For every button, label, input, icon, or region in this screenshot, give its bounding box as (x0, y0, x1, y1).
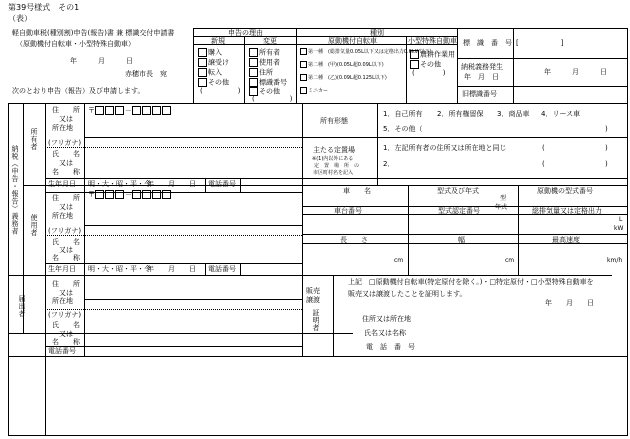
nagasa-label: 長 さ (340, 236, 368, 244)
header-date: 年 月 日 (70, 57, 133, 65)
sokudo-label: 最高速度 (552, 236, 580, 244)
gimu-date[interactable]: 年 月 日 (544, 68, 607, 76)
nintei-label: 型式認定番号 (438, 207, 480, 215)
teichijo-note-3: 市区町村名を記入 (313, 170, 354, 176)
form-title: 軽自動車税(種別割)申告(報告)書 兼 標識交付申請書 (12, 29, 175, 37)
owner-seinen-label: 生年月日 (48, 180, 76, 188)
notifier-furigana-label: (フリガナ) (48, 311, 82, 319)
hyoshiki-field[interactable]: [ ] (516, 39, 564, 47)
form-number: 第39号様式 その1 (8, 3, 80, 12)
henko-item-3[interactable]: 住所 (249, 68, 273, 77)
unit-kw: kW (614, 225, 624, 232)
kogata-paren: ( ) (412, 69, 446, 77)
seller-label-1: 販売 (306, 287, 320, 295)
user-furigana-label: (フリガナ) (48, 227, 82, 235)
statement: 次のとおり申告（報告）及び申請します。 (12, 87, 145, 95)
teichijo-note-2: 定 置 場 所 の (314, 163, 360, 169)
seller-addr-label: 住所又は所在地 (362, 315, 411, 323)
owner-mataha: 又は (59, 115, 73, 123)
nagasa-unit: cm (394, 257, 404, 264)
henko-paren: ( ) (252, 95, 293, 103)
form-subtitle: （原動機付自転車・小型特殊自動車） (16, 40, 135, 48)
henko-item-1[interactable]: 所有者 (249, 48, 280, 57)
owner-ymd[interactable]: 年 月 日 (147, 180, 196, 188)
henko-item-4[interactable]: 標識番号 (249, 78, 287, 87)
shoyu-opt-5[interactable]: 5．その他（ (383, 125, 423, 133)
owner-tel-label: 電話番号 (208, 180, 236, 188)
hyoshiki-label: 標 識 番 号 (463, 39, 512, 47)
seller-label-2: 譲渡 (306, 296, 320, 304)
kata-label: 型 (500, 195, 507, 202)
seller-text-2: 販売又は譲渡したことを証明します。 (348, 290, 467, 298)
gendoki-katashiki-label: 原動機の型式番号 (537, 187, 593, 195)
owner-meisho-label: 名 称 (52, 168, 80, 176)
shubetsu-title: 種別 (370, 29, 384, 37)
gimu-label-2: 年 月 日 (464, 73, 499, 81)
shoyu-opt-3[interactable]: 3．商品車 (497, 110, 530, 118)
gendoki-label: 原動機付自転車 (328, 37, 377, 45)
owner-furigana-label: (フリガナ) (48, 139, 82, 147)
nozeisha-label: 納税（申告・報告）義務者 (11, 145, 19, 235)
shamei-label: 車 名 (343, 187, 371, 195)
user-tel-label: 電話番号 (208, 265, 236, 273)
notifier-mataha: 又は (59, 289, 73, 297)
shinki-item-3[interactable]: 転入 (198, 68, 222, 77)
henko-item-5[interactable]: その他 (249, 87, 280, 96)
shinki-item-2[interactable]: 譲受け (198, 58, 229, 67)
shadai-label: 車台番号 (334, 207, 362, 215)
teichijo-note-1: ※(1)内以外にある (312, 156, 354, 162)
kogata-item-2[interactable]: その他 (410, 60, 441, 69)
haba-unit: cm (505, 257, 515, 264)
seller-tel-label: 電 話 番 号 (366, 343, 415, 351)
user-shozaichi: 所在地 (52, 212, 73, 220)
shinki-item-1[interactable]: 購入 (198, 48, 222, 57)
reason-henko: 変更 (263, 37, 277, 45)
teichijo-paren-open-1: ( (542, 144, 545, 152)
user-seinen-label: 生年月日 (48, 265, 76, 273)
shoyu-opt-4[interactable]: 4．リース車 (541, 110, 581, 118)
teichijo-paren-close-2: ) (605, 160, 608, 168)
notifier-shozaichi: 所在地 (52, 297, 73, 305)
nenshiki-label: 年式 (495, 204, 508, 211)
addressee: 赤穂市長 宛 (125, 70, 167, 78)
kyu-hyoshiki-label: 旧標識番号 (462, 90, 497, 98)
seller-date[interactable]: 年 月 日 (545, 299, 594, 307)
teichijo-opt-2[interactable]: 2． (383, 160, 395, 168)
shoyu-opt-1[interactable]: 1．自己所有 (383, 110, 423, 118)
unit-l: L (619, 216, 623, 223)
owner-jusho-label: 住 所 (52, 106, 80, 114)
katashiki-label: 型式及び年式 (437, 187, 479, 195)
shiyosha-label: 使用者 (30, 214, 38, 237)
todokedesha-label: 届出者 (18, 295, 26, 318)
user-ymd[interactable]: 年 月 日 (147, 265, 196, 273)
gendoki-item-2[interactable]: 第二種 (甲)(0.05L超0.09L以下) (300, 61, 384, 68)
haba-label: 幅 (458, 236, 465, 244)
teichijo-paren-open-2: ( (542, 160, 545, 168)
shinki-item-4[interactable]: その他 (198, 78, 229, 87)
seller-label-3: 証明者 (312, 309, 320, 332)
notifier-jusho-label: 住 所 (52, 280, 80, 288)
reason-title: 申告の理由 (228, 29, 263, 37)
shoyusha-label: 所有者 (30, 128, 38, 151)
owner-shimei-label: 氏 名 (52, 150, 80, 158)
seller-text-1: 上記 □原動機付自転車(特定原付を除く。)・□特定原付・□小型特殊自動車を (348, 278, 594, 286)
haiki-label: 総排気量又は定格出力 (532, 207, 602, 215)
shoyu-opt-5-close: ) (605, 125, 608, 133)
user-meisho-label: 名 称 (52, 254, 80, 262)
user-shimei-label: 氏 名 (52, 238, 80, 246)
henko-item-2[interactable]: 使用者 (249, 58, 280, 67)
teichijo-title: 主たる定置場 (313, 146, 355, 154)
gendoki-item-4[interactable]: ミニカー (300, 87, 328, 94)
user-mataha: 又は (59, 203, 73, 211)
user-era[interactable]: 明・大・昭・平・令 (88, 265, 151, 273)
user-mataha-2: 又は (59, 246, 73, 254)
sokudo-unit: km/h (607, 257, 623, 264)
owner-postal[interactable]: 〒 － (88, 106, 172, 115)
shinki-paren: ( ) (200, 87, 241, 95)
seller-name-label: 氏名又は名称 (364, 329, 406, 337)
gimu-label: 納税義務発生 (461, 63, 503, 71)
notifier-tel-label: 電話番号 (48, 347, 76, 355)
reason-shinki: 新規 (211, 37, 225, 45)
notifier-mataha-2: 又は (59, 330, 73, 338)
gendoki-item-3[interactable]: 第二種 (乙)(0.09L超0.125L以下) (300, 74, 387, 81)
omote-label: （表） (8, 14, 32, 23)
shoyu-keitai-title: 所有形態 (320, 117, 348, 125)
kogata-label: 小型特殊自動車 (408, 37, 457, 45)
owner-era[interactable]: 明・大・昭・平・令 (88, 180, 151, 188)
teichijo-opt-1[interactable]: 1．左記所有者の住所又は所在地と同じ (383, 144, 507, 152)
kogata-item-1[interactable]: 農耕作業用 (410, 50, 455, 59)
gendoki-item-1[interactable]: 第一種 (総排気量0.05L以下又は定格出力0.6kW以下) (300, 48, 432, 55)
notifier-shimei-label: 氏 名 (52, 321, 80, 329)
user-jusho-label: 住 所 (52, 194, 80, 202)
shoyu-opt-2[interactable]: 2．所有権留保 (437, 110, 484, 118)
owner-mataha-2: 又は (59, 159, 73, 167)
user-postal[interactable]: 〒 － (88, 190, 172, 199)
owner-shozaichi: 所在地 (52, 124, 73, 132)
notifier-meisho-label: 名 称 (52, 338, 80, 346)
teichijo-paren-close-1: ) (605, 144, 608, 152)
